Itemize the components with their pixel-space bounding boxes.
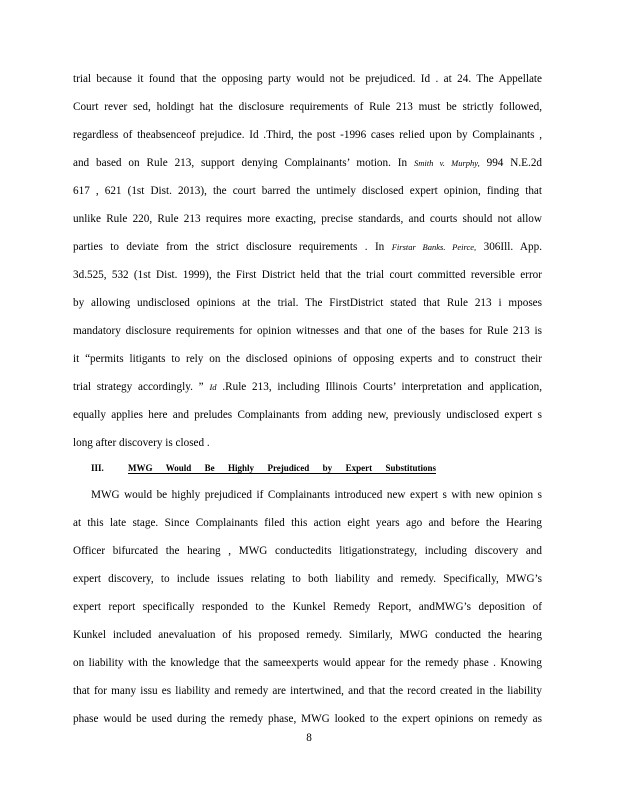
case-citation: Id	[209, 382, 217, 392]
line-text: .Rule 213, including Illinois Courts’ interpretation and application,	[216, 381, 542, 393]
text-line: Court rever sed, holdingt hat the disclosure requirements of Rule 213 must be strictly followed,	[73, 101, 542, 113]
case-citation: Smith v. Murphy,	[414, 158, 480, 168]
line-text: parties to deviate from the strict disclosure requirements . In	[73, 241, 392, 253]
text-line: MWG would be highly prejudiced if Complainants introduced new expert s with new opinion s	[91, 489, 542, 501]
text-line: unlike Rule 220, Rule 213 requires more exacting, precise standards, and courts should not allow	[73, 213, 542, 225]
text-line: on liability with the knowledge that the sameexperts would appear for the remedy phase . Knowing	[73, 657, 542, 669]
section-heading	[91, 463, 441, 477]
line-text: 306Ill. App.	[476, 241, 542, 253]
text-line: at this late stage. Since Complainants filed this action eight years ago and before the Hearing	[73, 517, 542, 529]
text-line: it “permits litigants to rely on the disclosed opinions of opposing experts and to construct their	[73, 353, 542, 365]
line-text: 994 N.E.2d	[479, 157, 543, 169]
section-title: MWG Would Be Highly Prejudiced by Expert Substitutions	[128, 463, 436, 473]
text-line: 617 , 621 (1st Dist. 2013), the court barred the untimely disclosed expert opinion, finding that	[73, 185, 542, 197]
text-line	[73, 240, 542, 254]
text-line	[73, 380, 542, 394]
page-number: 8	[306, 732, 312, 744]
text-line	[73, 156, 542, 170]
case-citation: Firstar Banks. Peirce,	[391, 242, 477, 252]
text-line: phase would be used during the remedy phase, MWG looked to the expert opinions on remedy as	[73, 713, 542, 725]
line-text: trial strategy accordingly. ”	[73, 381, 210, 393]
text-line: Kunkel included anevaluation of his proposed remedy. Similarly, MWG conducted the hearing	[73, 629, 542, 641]
text-line: equally applies here and preludes Complainants from adding new, previously undisclosed expert s	[73, 409, 542, 421]
text-line: trial because it found that the opposing party would not be prejudiced. Id . at 24. The Appellate	[73, 73, 542, 85]
text-line: long after discovery is closed .	[73, 437, 210, 449]
text-line: expert discovery, to include issues relating to both liability and remedy. Specifically, MWG’s	[73, 573, 542, 585]
line-text: and based on Rule 213, support denying Complainants’ motion. In	[73, 157, 415, 169]
text-line: by allowing undisclosed opinions at the trial. The FirstDistrict stated that Rule 213 i mposes	[73, 297, 542, 309]
text-line: Officer bifurcated the hearing , MWG conductedits litigationstrategy, including discovery and	[73, 545, 542, 557]
text-line: mandatory disclosure requirements for opinion witnesses and that one of the bases for Rule 213 is	[73, 325, 542, 337]
text-line: that for many issu es liability and remedy are intertwined, and that the record created in the liability	[73, 685, 542, 697]
text-line: expert report specifically responded to the Kunkel Remedy Report, andMWG’s deposition of	[73, 601, 542, 613]
section-number: III.	[91, 463, 104, 473]
text-line: 3d.525, 532 (1st Dist. 1999), the First District held that the trial court committed reversible error	[73, 269, 542, 281]
text-line: regardless of theabsenceof prejudice. Id .Third, the post -1996 cases relied upon by Complainants ,	[73, 129, 542, 141]
